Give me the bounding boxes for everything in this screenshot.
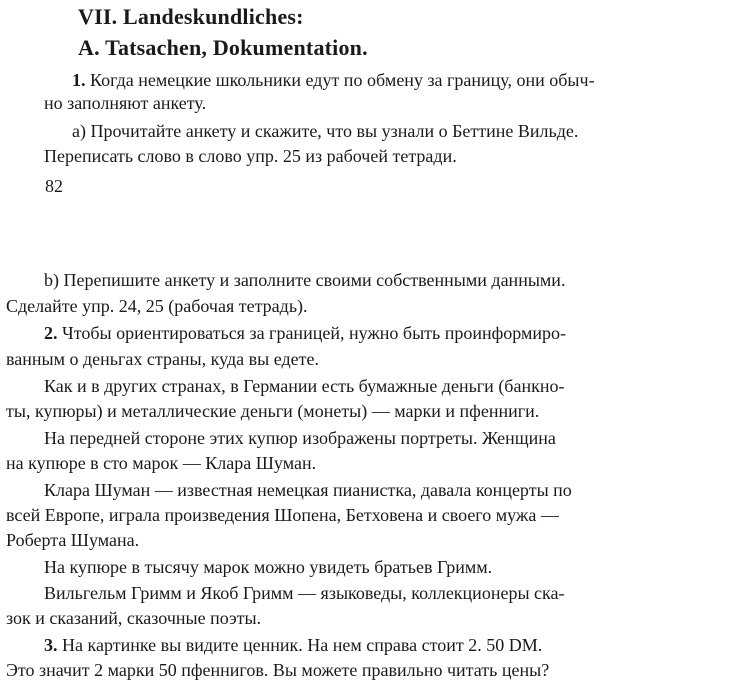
page-number: 82 [45,176,63,196]
exercise-2-number: 2. [44,323,58,343]
exercise-2-line-1 [44,323,566,343]
exercise-1-line-2: но заполняют анкету. [44,93,207,113]
section-subtitle: A. Tatsachen, Dokumentation. [78,35,368,60]
exercise-2-line-2: ванным о деньгах страны, куда вы едете. [6,349,320,369]
exercise-1-text-1: Когда немецкие школьники едут по обмену за границу, они обыч- [90,70,595,90]
exercise-1a-line-1: а) Прочитайте анкету и скажите, что вы узнали о Беттине Вильде. [72,121,579,141]
exercise-3-text-1: На картинке вы видите ценник. На нем справа стоит 2. 50 DM. [62,635,543,655]
exercise-3-line-1 [44,635,542,655]
paragraph-3-line-1: Клара Шуман — известная немецкая пианистка, давала концерты по [44,480,572,500]
paragraph-2-line-2: на купюре в сто марок — Клара Шуман. [6,453,317,473]
exercise-3-number: 3. [44,635,58,655]
exercise-2-text-1: Чтобы ориентироваться за границей, нужно быть проинформиро- [62,323,567,343]
exercise-1-number: 1. [72,70,86,90]
exercise-1b-line-2: Сделайте упр. 24, 25 (рабочая тетрадь). [6,296,308,316]
paragraph-1-line-2: ты, купюры) и металлические деньги (монеты) — марки и пфенниги. [6,401,540,421]
paragraph-5-line-1: Вильгельм Гримм и Якоб Гримм — языковеды, коллекционеры ска- [44,583,565,603]
paragraph-1-line-1: Как и в других странах, в Германии есть бумажные деньги (банкно- [44,376,565,396]
paragraph-4-line-1: На купюре в тысячу марок можно увидеть братьев Гримм. [44,557,493,577]
section-title: VII. Landeskundliches: [78,4,304,29]
paragraph-5-line-2: зок и сказаний, сказочные поэты. [6,608,262,628]
paragraph-3-line-3: Роберта Шумана. [6,530,140,550]
paragraph-3-line-2: всей Европе, играла произведения Шопена, Бетховена и своего мужа — [6,505,559,525]
exercise-1b-line-1: b) Перепишите анкету и заполните своими собственными данными. [44,270,566,290]
paragraph-2-line-1: На передней стороне этих купюр изображены портреты. Женщина [44,428,556,448]
exercise-1-line-1 [72,70,595,90]
exercise-3-line-2: Это значит 2 марки 50 пфеннигов. Вы можете правильно читать цены? [6,660,550,680]
exercise-1a-line-2: Переписать слово в слово упр. 25 из рабочей тетради. [44,146,457,166]
